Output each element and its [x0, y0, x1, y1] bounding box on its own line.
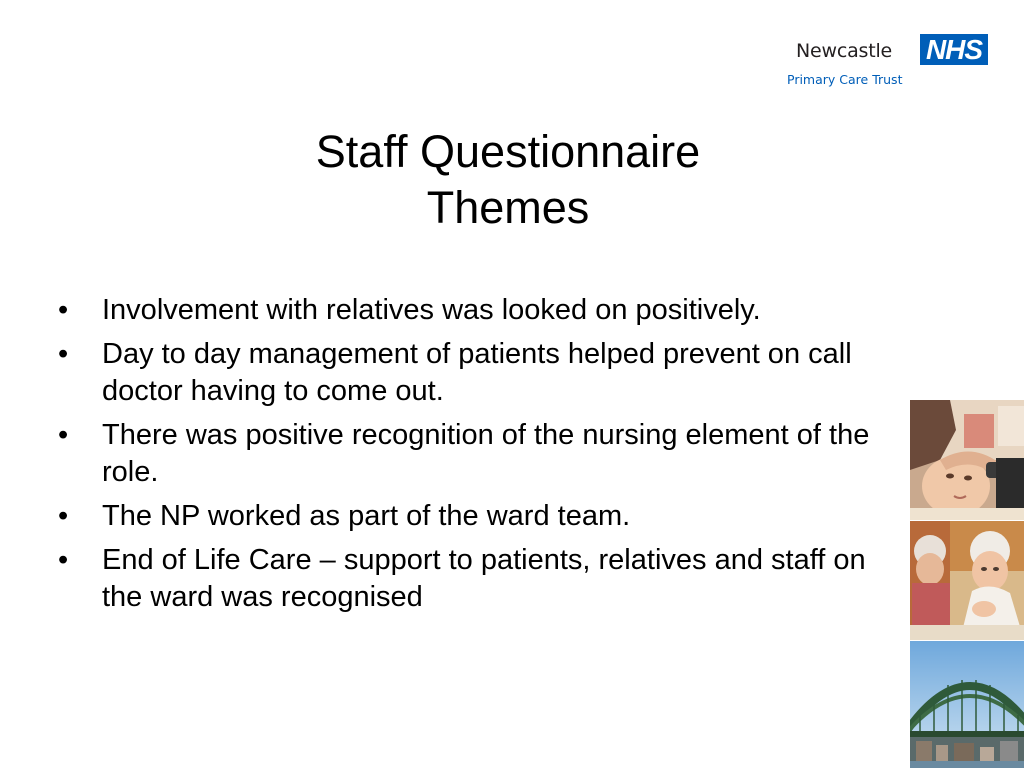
bullet-item — [56, 292, 896, 329]
bullet-text: The NP worked as part of the ward team. — [102, 500, 631, 532]
bullet-icon: • — [58, 338, 69, 370]
bullet-icon: • — [58, 500, 69, 532]
logo-subtitle: Primary Care Trust — [787, 72, 903, 87]
bullet-icon: • — [58, 544, 69, 576]
logo-organisation: Newcastle — [796, 40, 893, 62]
bullet-text: Involvement with relatives was looked on positively. — [102, 294, 761, 326]
bullet-item — [56, 417, 896, 491]
bullet-item — [56, 498, 896, 535]
bullet-icon: • — [58, 294, 69, 326]
tyne-bridge-photo — [910, 641, 1024, 768]
slide-title — [0, 124, 1016, 236]
bullet-item — [56, 542, 896, 616]
bullet-icon: • — [58, 419, 69, 451]
elderly-women-photo — [910, 521, 1024, 640]
bullet-text: End of Life Care – support to patients, relatives and staff on the ward was recognised — [102, 544, 866, 613]
bullet-item — [56, 336, 896, 410]
bullet-text: There was positive recognition of the nursing element of the role. — [102, 419, 870, 488]
bullet-text: Day to day management of patients helped prevent on call doctor having to come out. — [102, 338, 852, 407]
title-line-2: Themes — [426, 182, 590, 233]
title-line-1: Staff Questionnaire — [315, 126, 701, 177]
nhs-logo — [786, 34, 992, 90]
baby-photo — [910, 400, 1024, 520]
photo-strip — [910, 400, 1024, 768]
bullet-list — [56, 292, 896, 623]
nhs-badge: NHS — [920, 34, 988, 65]
